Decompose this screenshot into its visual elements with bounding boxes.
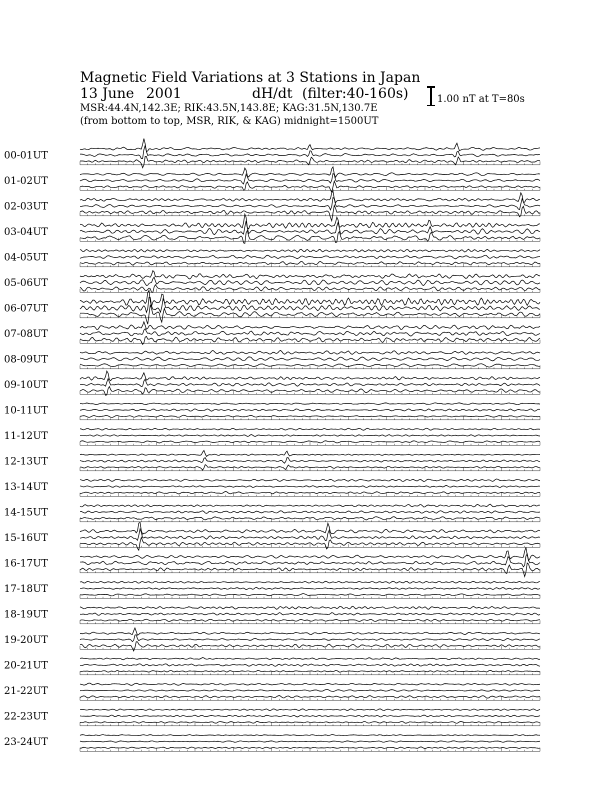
trace-KAG	[80, 581, 540, 583]
row-15-16UT	[4, 522, 540, 550]
row-02-03UT	[4, 191, 540, 221]
row-01-02UT	[4, 167, 540, 192]
trace-MSR	[80, 537, 540, 550]
trace-RIK	[80, 664, 540, 667]
trace-RIK	[80, 486, 540, 488]
row-label: 04-05UT	[4, 252, 48, 264]
row-19-20UT	[4, 628, 540, 651]
trace-KAG	[80, 709, 540, 711]
row-label: 11-12UT	[4, 431, 48, 442]
trace-RIK	[80, 329, 540, 336]
row-21-22UT	[4, 683, 540, 700]
row-label: 18-19UT	[4, 609, 48, 621]
trace-MSR	[80, 181, 540, 192]
row-label: 02-03UT	[4, 201, 48, 213]
subtitle-quantity: dH/dt	[252, 86, 293, 102]
row-label: 10-11UT	[4, 405, 48, 417]
row-22-23UT	[4, 709, 540, 726]
trace-RIK	[80, 145, 540, 158]
trace-KAG	[80, 403, 540, 405]
row-05-06UT	[4, 271, 540, 293]
row-label: 22-23UT	[4, 711, 48, 723]
trace-RIK	[80, 255, 540, 259]
trace-RIK	[80, 690, 540, 692]
trace-KAG	[80, 658, 540, 660]
subtitle-year: 2001	[146, 86, 182, 102]
trace-KAG	[80, 479, 540, 482]
stations-line: MSR:44.4N,142.3E; RIK:43.5N,143.8E; KAG:31.5N,130.7E	[80, 103, 378, 114]
row-20-21UT	[4, 658, 540, 675]
trace-RIK	[80, 715, 540, 717]
trace-RIK	[80, 297, 540, 312]
row-11-12UT	[4, 428, 540, 445]
row-label: 16-17UT	[4, 558, 48, 570]
trace-KAG	[80, 214, 540, 229]
trace-KAG	[80, 450, 540, 456]
row-label: 03-04UT	[4, 227, 48, 238]
trace-MSR	[80, 205, 540, 220]
row-13-14UT	[4, 479, 540, 496]
row-10-11UT	[4, 403, 540, 420]
trace-KAG	[80, 191, 540, 203]
trace-KAG	[80, 167, 540, 177]
trace-KAG	[80, 735, 540, 736]
order-line: (from bottom to top, MSR, RIK, & KAG) midnight=1500UT	[80, 116, 379, 127]
trace-KAG	[80, 522, 540, 534]
row-18-19UT	[4, 606, 540, 623]
trace-RIK	[80, 379, 540, 387]
chart-title: Magnetic Field Variations at 3 Stations in Japan	[80, 70, 421, 86]
subtitle-filter: (filter:40-160s)	[302, 86, 409, 102]
row-label: 08-09UT	[4, 354, 48, 366]
trace-RIK	[80, 741, 540, 742]
row-ticks	[80, 722, 540, 726]
row-label: 01-02UT	[4, 176, 48, 187]
row-00-01UT	[4, 139, 540, 168]
row-09-10UT	[4, 371, 540, 395]
row-label: 12-13UT	[4, 456, 48, 468]
subtitle-date: 13 June	[80, 86, 135, 102]
row-label: 05-06UT	[4, 278, 48, 289]
trace-RIK	[80, 277, 540, 285]
trace-RIK	[80, 587, 540, 589]
trace-RIK	[80, 221, 540, 235]
row-label: 07-08UT	[4, 329, 48, 340]
trace-RIK	[80, 409, 540, 411]
trace-RIK	[80, 613, 540, 616]
row-label: 17-18UT	[4, 584, 48, 595]
row-label: 06-07UT	[4, 303, 48, 315]
row-06-07UT	[4, 290, 540, 324]
row-ticks	[80, 442, 540, 446]
trace-RIK	[80, 173, 540, 184]
row-label: 21-22UT	[4, 686, 48, 697]
row-04-05UT	[4, 249, 540, 267]
trace-RIK	[80, 554, 540, 567]
row-12-13UT	[4, 450, 540, 470]
trace-KAG	[80, 547, 540, 560]
trace-KAG	[80, 371, 540, 381]
trace-RIK	[80, 435, 540, 437]
trace-RIK	[80, 458, 540, 464]
row-label: 20-21UT	[4, 660, 48, 672]
trace-MSR	[80, 619, 540, 621]
trace-KAG	[80, 683, 540, 685]
row-23-24UT	[4, 735, 540, 752]
trace-KAG	[80, 504, 540, 507]
trace-KAG	[80, 271, 540, 279]
row-label: 09-10UT	[4, 380, 48, 391]
trace-KAG	[80, 350, 540, 354]
row-label: 00-01UT	[4, 150, 48, 162]
trace-MSR	[80, 594, 540, 596]
row-label: 15-16UT	[4, 533, 48, 544]
row-label: 14-15UT	[4, 507, 48, 519]
trace-KAG	[80, 628, 540, 635]
trace-KAG	[80, 428, 540, 430]
scale-label: 1.00 nT at T=80s	[437, 94, 525, 105]
trace-RIK	[80, 511, 540, 514]
row-ticks	[80, 263, 540, 267]
trace-KAG	[80, 139, 540, 152]
row-17-18UT	[4, 581, 540, 598]
row-08-09UT	[4, 350, 540, 368]
trace-KAG	[80, 606, 540, 609]
row-label: 19-20UT	[4, 635, 48, 646]
trace-RIK	[80, 357, 540, 361]
trace-KAG	[80, 249, 540, 252]
row-03-04UT	[4, 214, 540, 243]
row-07-08UT	[4, 322, 540, 345]
row-label: 23-24UT	[4, 737, 48, 748]
row-16-17UT	[4, 547, 540, 576]
trace-MSR	[80, 747, 540, 749]
row-14-15UT	[4, 504, 540, 522]
trace-RIK	[80, 635, 540, 642]
row-label: 13-14UT	[4, 482, 48, 493]
trace-KAG	[80, 322, 540, 330]
